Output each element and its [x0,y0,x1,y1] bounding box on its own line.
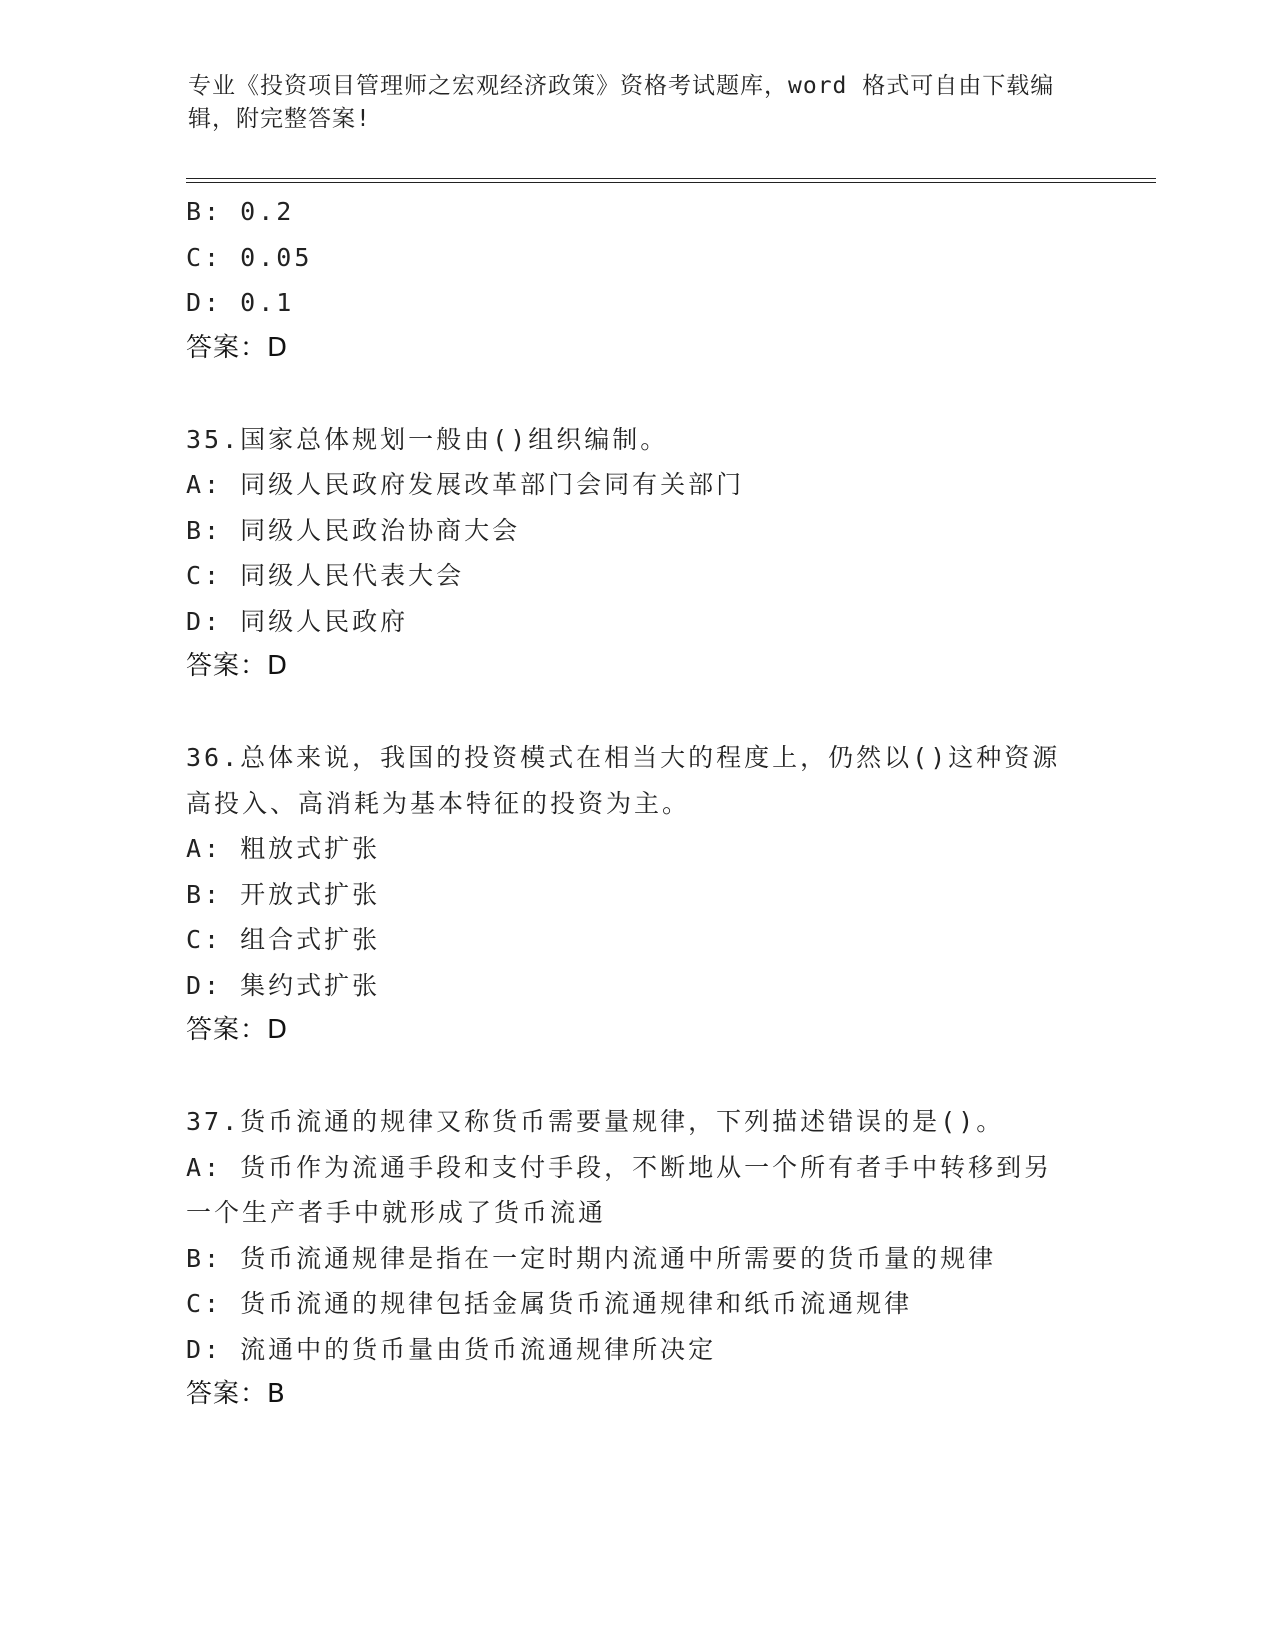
question-stem: 35.国家总体规划一般由()组织编制。 [186,424,669,454]
option-text: 货币流通的规律包括金属货币流通规律和纸币流通规律 [240,1289,913,1318]
header-rule-bottom [186,182,1156,183]
option-label: A: [186,834,223,863]
option-label: C: [186,561,223,590]
option-text: 同级人民政府 [240,606,409,636]
option-b [186,508,1086,554]
option-d [186,599,1086,645]
option-text: 0.05 [240,242,313,272]
option-text: 0.2 [240,197,295,226]
option-text: 货币流通规律是指在一定时期内流通中所需要的货币量的规律 [240,1243,997,1273]
option-text: 货币作为流通手段和支付手段，不断地从一个所有者手中转移到另 [240,1152,1053,1182]
question-stem: 37.货币流通的规律又称货币需要量规律，下列描述错误的是()。 [186,1107,1005,1136]
option-a-continuation: 一个生产者手中就形成了货币流通 [186,1198,607,1227]
option-text: 开放式扩张 [240,879,381,909]
question-35 [186,417,1086,690]
question-stem-line-1: 36.总体来说，我国的投资模式在相当大的程度上，仍然以()这种资源 [186,743,1061,772]
option-text: 组合式扩张 [240,925,381,954]
option-b [186,872,1086,918]
option-text: 同级人民代表大会 [240,561,465,590]
option-label: C: [186,1289,223,1318]
option-b [186,1236,1086,1282]
option-text: 同级人民政府发展改革部门会同有关部门 [240,470,745,499]
answer-line: 答案：D [186,651,289,681]
option-label: C: [186,242,223,272]
answer-line: 答案：B [186,1379,286,1409]
option-text: 集约式扩张 [240,970,381,1000]
spacer [186,371,1086,417]
question-36 [186,735,1086,1054]
question-37 [186,1099,1086,1418]
option-c [186,235,1086,281]
option-c [186,1281,1086,1327]
question-content [186,189,1086,1418]
question-stem-line-2: 高投入、高消耗为基本特征的投资为主。 [186,788,691,818]
option-a [186,826,1086,872]
option-text: 粗放式扩张 [240,834,381,863]
option-label: D: [186,1334,223,1364]
option-label: C: [186,925,223,954]
option-d [186,280,1086,326]
option-d [186,963,1086,1009]
option-label: D: [186,606,223,636]
spacer [186,1054,1086,1100]
option-label: D: [186,970,223,1000]
option-label: A: [186,1152,223,1182]
header-rule-top [186,178,1156,179]
document-header [188,70,1088,136]
option-a [186,462,1086,508]
spacer [186,690,1086,736]
option-c [186,553,1086,599]
option-label: B: [186,515,223,545]
option-text: 同级人民政治协商大会 [240,515,521,545]
option-b [186,189,1086,235]
option-label: B: [186,1243,223,1273]
option-d [186,1327,1086,1373]
option-label: A: [186,470,223,499]
prev-question [186,189,1086,371]
answer-line: 答案：D [186,332,289,363]
answer-line: 答案：D [186,1015,289,1045]
option-a [186,1145,1086,1191]
option-c [186,917,1086,963]
option-label: D: [186,288,223,317]
option-text: 流通中的货币量由货币流通规律所决定 [240,1334,717,1364]
option-label: B: [186,197,223,226]
header-line-1: 专业《投资项目管理师之宏观经济政策》资格考试题库，word 格式可自由下载编 [188,73,1055,99]
option-label: B: [186,879,223,909]
option-text: 0.1 [240,288,295,317]
header-line-2: 辑，附完整答案! [188,106,371,132]
